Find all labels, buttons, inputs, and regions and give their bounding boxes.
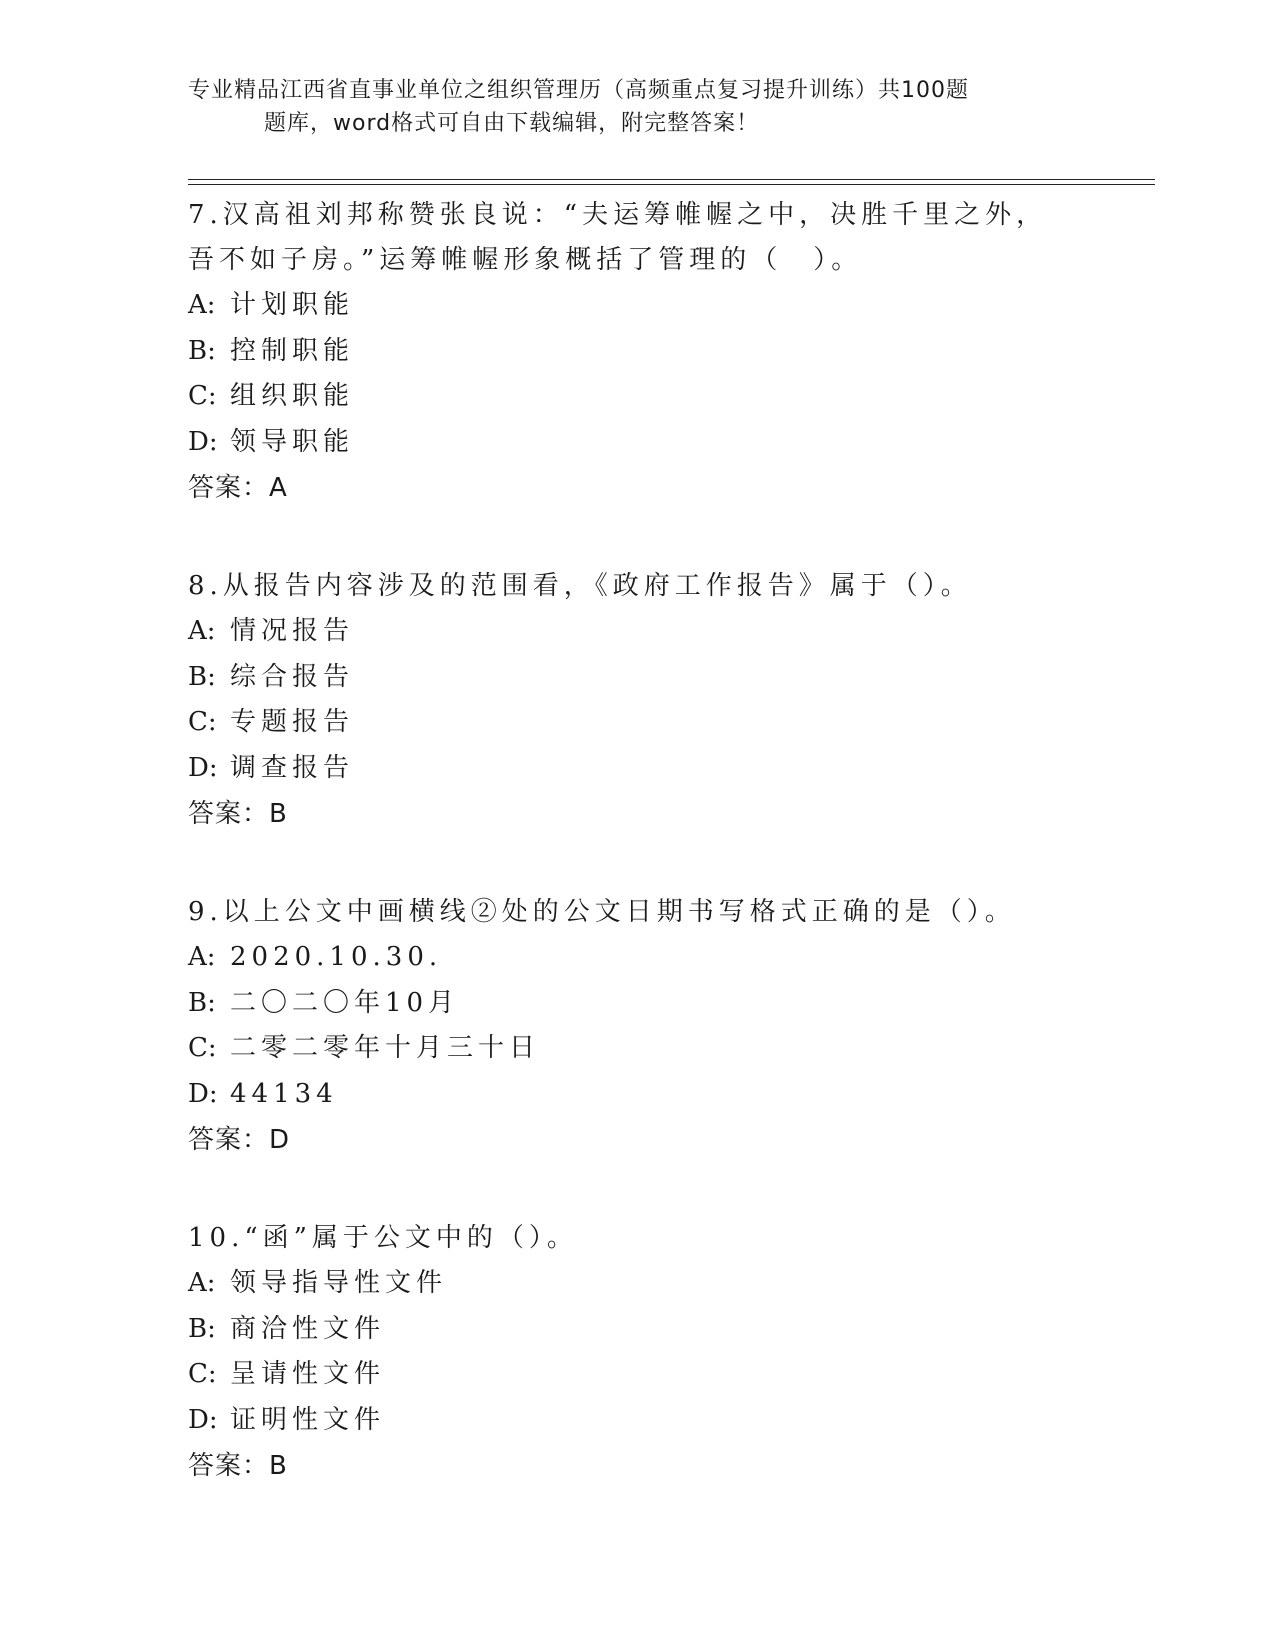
option-text: 商洽性文件	[230, 1313, 386, 1344]
option-letter: C:	[188, 1033, 217, 1063]
option-letter: D:	[188, 1404, 218, 1435]
option-letter: B:	[188, 1313, 216, 1344]
option-letter: A:	[188, 290, 216, 320]
question-list	[188, 193, 1068, 1542]
option-d	[188, 1072, 1068, 1118]
question-stem: 10.“函”属于公文中的（）。	[188, 1223, 578, 1253]
answer-line: 答案：D	[188, 1125, 291, 1155]
header-title-line-2: 题库，word格式可自由下载编辑，附完整答案！	[264, 111, 760, 136]
option-text: 44134	[230, 1078, 338, 1109]
answer-line: 答案：B	[188, 799, 288, 829]
option-text: 领导指导性文件	[230, 1268, 448, 1298]
option-a	[188, 935, 1068, 981]
option-d	[188, 420, 1068, 466]
answer-line: 答案：A	[188, 473, 288, 503]
option-c	[188, 1026, 1068, 1072]
option-text: 证明性文件	[230, 1404, 386, 1435]
option-letter: B:	[188, 987, 216, 1018]
option-b	[188, 1307, 1068, 1353]
option-text: 调查报告	[230, 752, 355, 783]
option-d	[188, 746, 1068, 792]
option-letter: B:	[188, 661, 216, 692]
header-divider-bottom	[188, 184, 1155, 185]
option-letter: D:	[188, 1078, 218, 1109]
option-a	[188, 283, 1068, 329]
option-text: 专题报告	[230, 707, 355, 737]
option-b	[188, 981, 1068, 1027]
question-10	[188, 1216, 1068, 1489]
option-text: 控制职能	[230, 335, 355, 366]
option-c	[188, 1352, 1068, 1398]
option-text: 二零二零年十月三十日	[230, 1033, 541, 1063]
question-9	[188, 890, 1068, 1163]
option-text: 情况报告	[230, 616, 355, 646]
header-divider-top	[188, 179, 1155, 180]
option-c	[188, 374, 1068, 420]
option-text: 二〇二〇年10月	[230, 987, 460, 1018]
option-text: 综合报告	[230, 661, 355, 692]
question-8	[188, 564, 1068, 837]
option-text: 领导职能	[230, 426, 355, 457]
question-stem: 8.从报告内容涉及的范围看，《政府工作报告》属于（）。	[188, 571, 972, 601]
option-b	[188, 329, 1068, 375]
option-a	[188, 1261, 1068, 1307]
option-letter: D:	[188, 426, 218, 457]
header-title-line-1: 专业精品江西省直事业单位之组织管理历（高频重点复习提升训练）共100题	[188, 78, 969, 103]
option-letter: A:	[188, 616, 216, 646]
question-7	[188, 193, 1068, 511]
option-letter: C:	[188, 381, 217, 411]
question-stem: 7.汉高祖刘邦称赞张良说：“夫运筹帷幄之中，决胜千里之外，吾不如子房。”运筹帷幄形象概括了管理的（ ）。	[188, 200, 1048, 275]
option-text: 呈请性文件	[230, 1359, 386, 1389]
option-letter: B:	[188, 335, 216, 366]
option-d	[188, 1398, 1068, 1444]
option-b	[188, 655, 1068, 701]
option-text: 组织职能	[230, 381, 355, 411]
option-c	[188, 700, 1068, 746]
document-header	[188, 74, 1048, 140]
option-text: 2020.10.30.	[230, 942, 443, 972]
option-letter: D:	[188, 752, 218, 783]
option-letter: A:	[188, 1268, 216, 1298]
option-letter: A:	[188, 942, 216, 972]
question-stem: 9.以上公文中画横线②处的公文日期书写格式正确的是（）。	[188, 897, 1016, 927]
option-text: 计划职能	[230, 290, 355, 320]
option-letter: C:	[188, 707, 217, 737]
answer-line: 答案：B	[188, 1451, 288, 1481]
option-a	[188, 609, 1068, 655]
option-letter: C:	[188, 1359, 217, 1389]
